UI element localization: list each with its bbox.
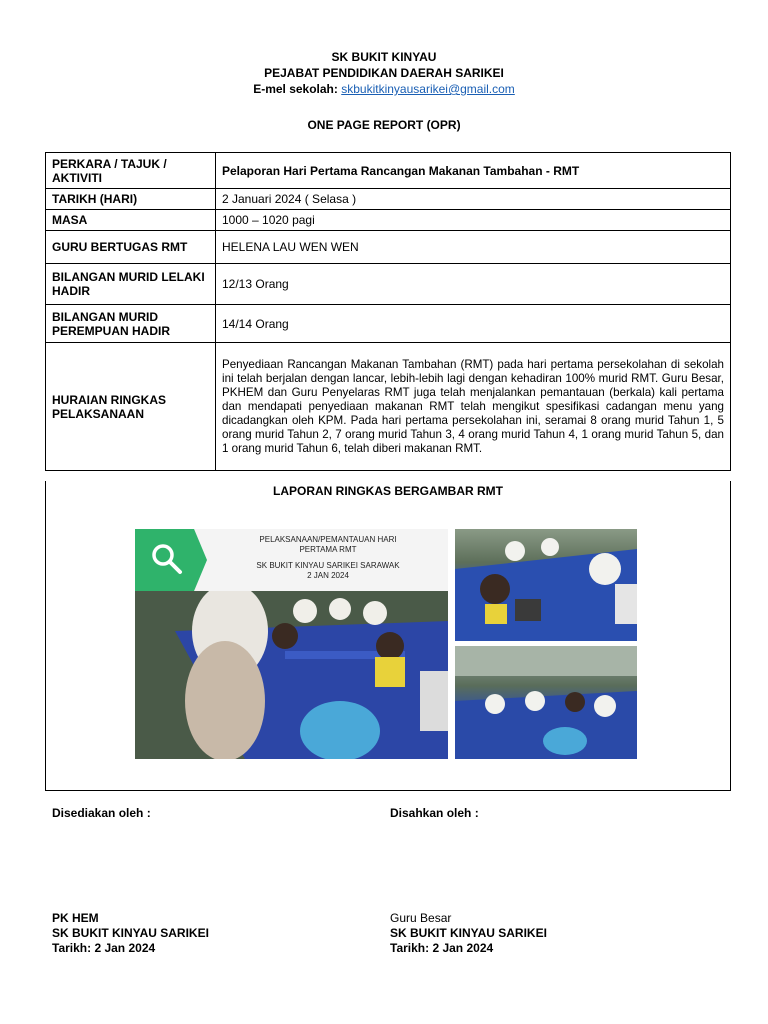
report-table [45,152,731,471]
row-label: BILANGAN MURID PEREMPUAN HADIR [46,305,216,343]
prepared-by-block [52,911,209,956]
email-label: E-mel sekolah: [253,82,338,96]
table-row [46,305,731,343]
main-photo [135,529,448,759]
signatory-school: SK BUKIT KINYAU SARIKEI [390,926,547,940]
banner-green-tab [135,529,207,591]
caption-line: PERTAMA RMT [299,545,357,554]
signatory-role: Guru Besar [390,911,452,925]
table-row [46,210,731,231]
table-row [46,189,731,210]
photo-top-right [455,529,637,641]
table-row [46,264,731,305]
row-value: 1000 – 1020 pagi [216,210,731,231]
approved-by-block [390,911,547,956]
photo-report-section [45,481,731,791]
table-row [46,231,731,264]
photo-bottom-right [455,646,637,759]
caption-line: 2 JAN 2024 [307,571,349,580]
district-office: PEJABAT PENDIDIKAN DAERAH SARIKEI [264,66,504,80]
row-value: HELENA LAU WEN WEN [216,231,731,264]
document-header [0,49,768,97]
email-link[interactable]: skbukitkinyausarikei@gmail.com [341,82,515,96]
row-value: 14/14 Orang [216,305,731,343]
approved-by-label: Disahkan oleh : [390,806,479,820]
row-label: TARIKH (HARI) [46,189,216,210]
row-value: Penyediaan Rancangan Makanan Tambahan (RMT) pada hari pertama persekolahan di sekolah ini telah berjalan dengan lancar, lebih-lebih lagi dengan kehadiran 100% murid RMT. Guru Besar, PKHEM dan Guru Penyelaras RMT juga telah menjalankan pemantauan (berkala) kali pertama dan mendapati penyediaan makanan RMT telah mengikut spesifikasi cadangan menu yang dicadangkan oleh KPM. Pada hari pertama persekolahan ini, seramai 8 orang murid Tahun 1, 5 orang murid Tahun 2, 7 orang murid Tahun 3, 4 orang murid Tahun 4, 1 orang murid Tahun 5, dan 1 orang murid Tahun 6, telah diberi makanan RMT. [216,343,731,471]
dining-students-image [455,529,637,641]
row-value: 12/13 Orang [216,264,731,305]
caption-line: PELAKSANAAN/PEMANTAUAN HARI [259,535,397,544]
school-name: SK BUKIT KINYAU [331,50,437,64]
prepared-by-label: Disediakan oleh : [52,806,151,820]
photo-section-title: LAPORAN RINGKAS BERGAMBAR RMT [273,484,503,498]
table-row [46,153,731,189]
photo-caption-text [213,535,443,581]
row-label: MASA [46,210,216,231]
row-value: 2 Januari 2024 ( Selasa ) [216,189,731,210]
row-label: GURU BERTUGAS RMT [46,231,216,264]
report-title: ONE PAGE REPORT (OPR) [307,118,461,132]
search-icon [149,541,185,577]
signatory-school: SK BUKIT KINYAU SARIKEI [52,926,209,940]
caption-line: SK BUKIT KINYAU SARIKEI SARAWAK [256,561,400,570]
signatory-date: Tarikh: 2 Jan 2024 [52,941,156,955]
table-row [46,343,731,471]
dining-students-image [455,646,637,759]
row-label: PERKARA / TAJUK / AKTIVITI [46,153,216,189]
row-label: BILANGAN MURID LELAKI HADIR [46,264,216,305]
row-value: Pelaporan Hari Pertama Rancangan Makanan Tambahan - RMT [216,153,731,189]
dining-students-image [135,591,448,759]
row-label: HURAIAN RINGKAS PELAKSANAAN [46,343,216,471]
signatory-role: PK HEM [52,911,99,925]
signatory-date: Tarikh: 2 Jan 2024 [390,941,494,955]
email-line [0,81,768,97]
